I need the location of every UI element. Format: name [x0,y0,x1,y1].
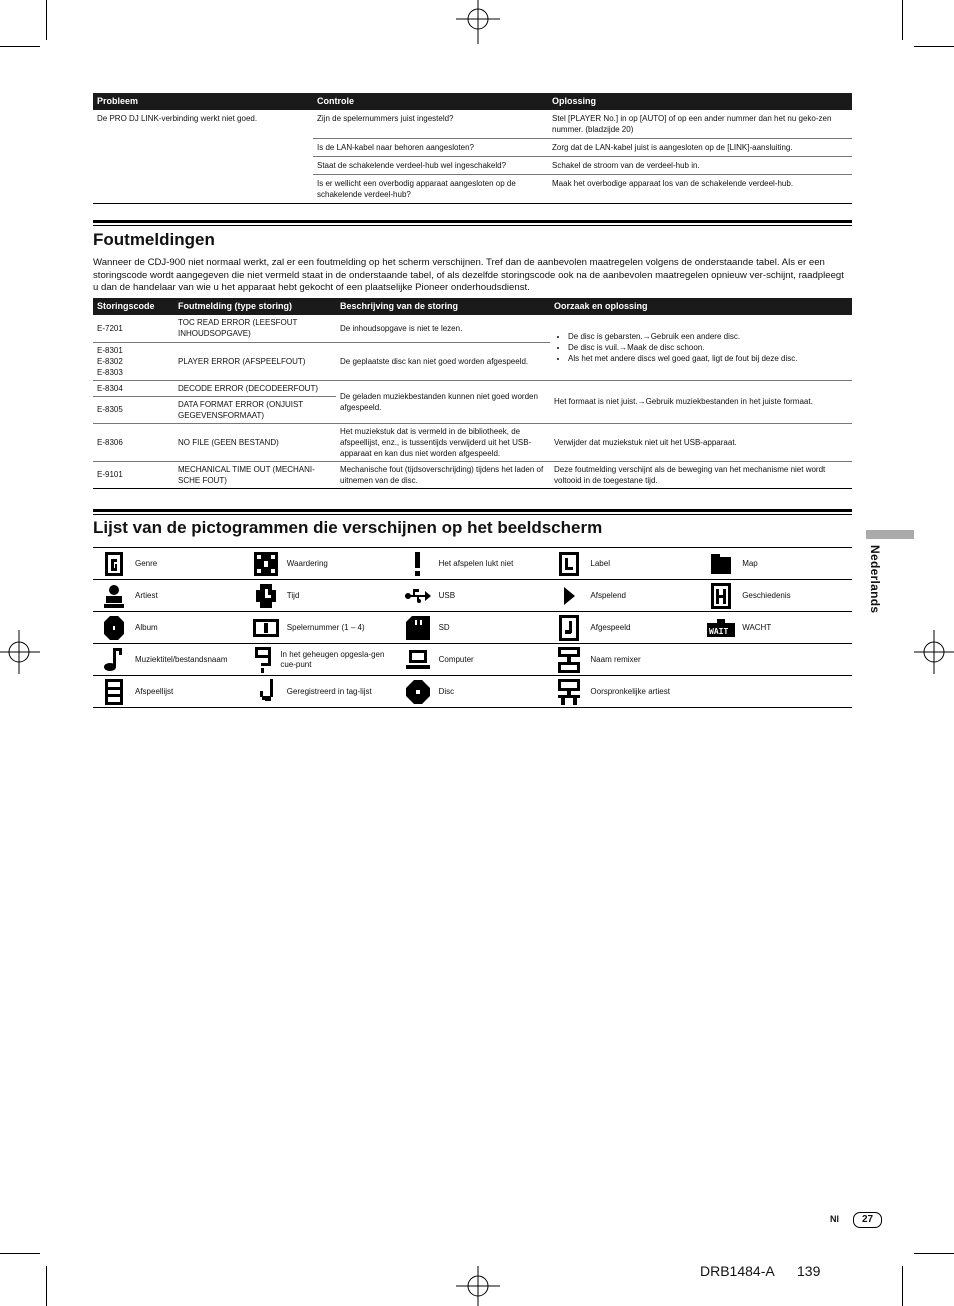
empty-cell [700,676,852,707]
disc-icon [397,680,439,704]
section-rule [93,514,852,515]
list-item: • Als het met andere discs wel goed gaat, ligt de fout bij deze disc. [568,353,848,364]
usb-icon [397,588,439,604]
list-item: • De disc is gebarsten.→Gebruik een andere disc. [568,331,848,342]
solution-cell: Stel [PLAYER No.] in op [AUTO] of op een ander nummer dan het nu geko-zen nummer. (bladzijde 20) [548,110,852,139]
section-title: Lijst van de pictogrammen die verschijnen op het beeldscherm [93,518,603,537]
header-oplossing: Oplossing [548,93,852,110]
registration-mark-left [0,630,40,674]
icon-label: WACHT [742,622,772,632]
error-table [93,298,852,489]
icon-label: Geregistreerd in tag-lijst [286,686,372,696]
problem-cell: De PRO DJ LINK-verbinding werkt niet goed. [93,110,313,204]
check-cell: Is er wellicht een overbodig apparaat aangesloten op de schakelende verdeel-hub? [313,175,548,204]
header-probleem: Probleem [93,93,313,110]
icon-label: SD [438,622,450,632]
header-beschrijving: Beschrijving van de storing [336,298,550,315]
message-cell: TOC READ ERROR (LEESFOUT INHOUDSOPGAVE) [174,315,336,342]
solution-list [554,331,848,364]
registration-mark-right [914,630,954,674]
code-cell: E-8301 E-8302 E-8303 [93,342,174,380]
exclamation-icon [397,552,439,576]
icon-label: Genre [135,558,158,568]
icon-row [93,548,852,580]
table-row [93,110,852,139]
language-code: Nl [830,1214,839,1224]
section-title: Foutmeldingen [93,230,215,249]
history-icon [700,583,742,609]
solution-cell: Maak het overbodige apparaat los van de schakelende verdeel-hub. [548,175,852,204]
icon-label: Afspeellijst [135,686,174,696]
icon-legend-grid [93,548,852,708]
section-rule [93,509,852,512]
code-cell: E-9101 [93,461,174,488]
crop-mark [0,1253,40,1254]
rating-icon [245,552,287,576]
time-icon [245,584,287,608]
header-storingscode: Storingscode [93,298,174,315]
artist-icon [93,584,135,608]
icon-label: Afgespeeld [590,622,631,632]
remixer-icon [548,647,590,673]
header-oorzaak: Oorzaak en oplossing [550,298,852,315]
problems-table [93,93,852,204]
player-number-icon [245,619,287,637]
check-cell: Staat de schakelende verdeel-hub wel ingeschakeld? [313,157,548,175]
description-cell: De geplaatste disc kan niet goed worden afgespeeld. [336,342,550,380]
table-row [93,380,852,396]
page-number: 27 [853,1212,882,1228]
description-cell: De geladen muziekbestanden kunnen niet goed worden afgespeeld. [336,380,550,423]
icon-row [93,580,852,612]
icon-label: Afspelend [590,590,626,600]
original-artist-icon [548,679,590,705]
registration-mark-top [456,0,500,44]
icon-label: Geschiedenis [742,590,791,600]
message-cell: PLAYER ERROR (AFSPEELFOUT) [174,342,336,380]
registration-mark-bottom [456,1266,500,1306]
language-tab-marker [866,530,914,539]
description-cell: De inhoudsopgave is niet te lezen. [336,315,550,342]
sd-icon [397,616,439,640]
icon-label: Computer [438,654,474,664]
icon-label: Muziektitel/bestandsnaam [135,654,228,664]
code-cell: E-8305 [93,396,174,423]
playlist-icon [93,679,135,705]
crop-mark [902,1266,903,1306]
icon-label: Naam remixer [590,654,641,664]
description-cell: Mechanische fout (tijdsoverschrijding) tijdens het laden of uitnemen van de disc. [336,461,550,488]
play-icon [548,587,590,605]
document-code: DRB1484-A [700,1263,775,1279]
empty-cell [700,644,852,675]
icon-label: Spelernummer (1 – 4) [286,622,365,632]
list-item: • De disc is vuil.→Maak de disc schoon. [568,342,848,353]
icon-label: Disc [438,686,455,696]
icon-label: Label [590,558,610,568]
solution-cell: Schakel de stroom van de verdeel-hub in. [548,157,852,175]
message-cell: MECHANICAL TIME OUT (MECHANI-SCHE FOUT) [174,461,336,488]
icon-row [93,676,852,708]
check-cell: Is de LAN-kabel naar behoren aangesloten? [313,139,548,157]
language-tab [862,545,886,625]
description-cell: Het muziekstuk dat is vermeld in de bibliotheek, de afspeellijst, enz., is tussentijds verwijderd uit het USB-apparaat en kan dus niet worden afgespeeld. [336,423,550,461]
sheet-page-number: 139 [797,1263,821,1279]
header-foutmelding: Foutmelding (type storing) [174,298,336,315]
table-row [93,315,852,342]
section-rule [93,225,852,226]
icon-label: Oorspronkelijke artiest [590,686,670,696]
icon-label: Album [135,622,158,632]
code-cell: E-8304 [93,380,174,396]
svg-text:WAIT: WAIT [709,626,729,636]
icon-label: Waardering [286,558,328,568]
icon-label: Tijd [286,590,300,600]
code-cell: E-8306 [93,423,174,461]
icon-label: Map [742,558,758,568]
crop-mark [914,46,954,47]
solution-cell: Zorg dat de LAN-kabel juist is aangesloten op de [LINK]-aansluiting. [548,139,852,157]
solution-cell: Deze foutmelding verschijnt als de beweging van het mechanisme niet wordt voltooid in de toegestane tijd. [550,461,852,488]
crop-mark [914,1253,954,1254]
crop-mark [46,0,47,40]
icon-row [93,644,852,676]
header-controle: Controle [313,93,548,110]
genre-icon [93,552,135,576]
tag-icon [245,679,287,705]
solution-cell: Het formaat is niet juist.→Gebruik muziekbestanden in het juiste formaat. [550,380,852,423]
section-rule [93,220,852,223]
played-icon [548,615,590,641]
icon-label: Het afspelen lukt niet [438,558,514,568]
album-icon [93,616,135,640]
label-icon [548,552,590,576]
crop-mark [46,1266,47,1306]
solution-cell: Verwijder dat muziekstuk niet uit het USB-apparaat. [550,423,852,461]
folder-icon [700,554,742,574]
icon-row [93,612,852,644]
intro-paragraph: Wanneer de CDJ-900 niet normaal werkt, zal er een foutmelding op het scherm verschijnen. Tref dan de aanbevolen maatregelen volgens de onderstaande tabel. Als er een storingscode wordt aangegeven die niet vermeld staat in de onderstaande tabel, of als dezelfde storingscode ook na de aanbevolen maatregelen opnieuw ver-schijnt, raadpleegt u dan de handelaar van wie u het apparaat hebt gekocht of een plaatselijke Pioneer onderhoudsdienst. [93,257,844,293]
music-note-icon [93,648,135,672]
language-label: Nederlands [868,545,882,614]
computer-icon [397,650,439,670]
icon-label: USB [438,590,456,600]
crop-mark [902,0,903,40]
code-cell: E-7201 [93,315,174,342]
icon-label: Artiest [135,590,158,600]
wait-icon [700,619,742,637]
message-cell: DATA FORMAT ERROR (ONJUIST GEGEVENSFORMAAT) [174,396,336,423]
message-cell: DECODE ERROR (DECODEERFOUT) [174,380,336,396]
cue-icon [245,647,281,673]
table-row [93,461,852,488]
solution-cell [550,315,852,380]
icon-label: In het geheugen opgesla-gen cue-punt [280,649,385,669]
check-cell: Zijn de spelernummers juist ingesteld? [313,110,548,139]
crop-mark [0,46,40,47]
table-row [93,423,852,461]
message-cell: NO FILE (GEEN BESTAND) [174,423,336,461]
